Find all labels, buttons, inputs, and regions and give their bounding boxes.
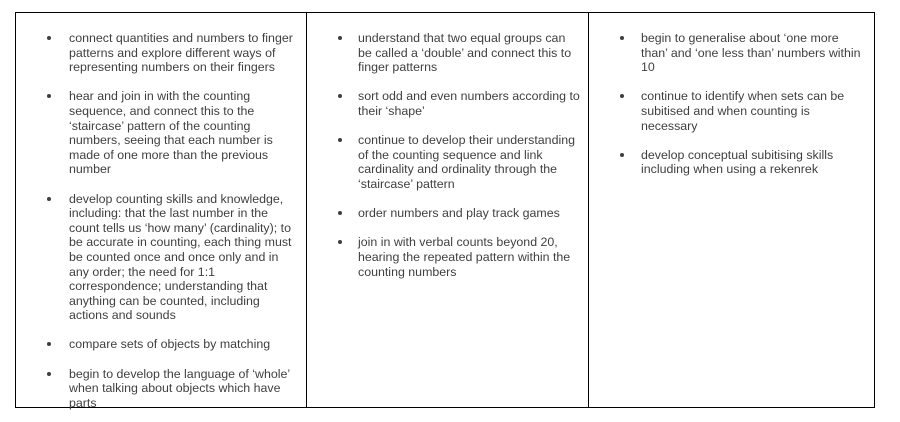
list-item (589, 31, 874, 75)
list-item (16, 192, 306, 323)
list-item (16, 367, 306, 411)
bullet-list (589, 31, 874, 177)
bullet-icon (47, 372, 51, 376)
list-item (589, 89, 874, 133)
table-column-3 (589, 13, 874, 407)
bullet-icon (47, 197, 51, 201)
list-item (16, 337, 306, 352)
bullet-icon (47, 342, 51, 346)
bullet-icon (338, 240, 342, 244)
curriculum-table (15, 12, 875, 408)
bullet-icon (620, 153, 624, 157)
list-item-text: begin to develop the language of ‘whole’ when talking about objects which have parts (69, 366, 290, 410)
table-column-1 (16, 13, 307, 410)
table-column-2 (307, 13, 589, 407)
list-item (307, 133, 588, 191)
bullet-icon (338, 94, 342, 98)
list-item-text: join in with verbal counts beyond 20, hearing the repeated pattern within the counting numbers (358, 235, 571, 279)
list-item-text: continue to identify when sets can be subitised and when counting is necessary (641, 89, 845, 133)
list-item (307, 31, 588, 75)
bullet-icon (338, 36, 342, 40)
bullet-list (16, 31, 306, 410)
list-item (16, 31, 306, 75)
list-item (589, 148, 874, 177)
bullet-icon (620, 94, 624, 98)
bullet-icon (47, 36, 51, 40)
list-item (307, 206, 588, 221)
bullet-icon (620, 36, 624, 40)
list-item-text: begin to generalise about ‘one more than’ and ‘one less than’ numbers within 10 (641, 31, 861, 75)
list-item-text: order numbers and play track games (358, 206, 560, 221)
list-item-text: understand that two equal groups can be called a ‘double’ and connect this to finger patterns (358, 31, 572, 75)
list-item-text: continue to develop their understanding of the counting sequence and link cardinality and ordinality through the ‘staircase’ pattern (358, 133, 575, 191)
list-item (307, 89, 588, 118)
list-item-text: develop counting skills and knowledge, including: that the last number in the count tells us ‘how many’ (cardinality); to be accurate in counting, each thing must be counted once and once only and in any order; the need for 1:1 correspondence; understanding that anything can be counted, including actions and sounds (69, 191, 292, 323)
bullet-icon (47, 94, 51, 98)
bullet-icon (338, 211, 342, 215)
list-item (16, 89, 306, 177)
list-item (307, 235, 588, 279)
list-item-text: hear and join in with the counting sequence, and connect this to the ‘staircase’ pattern of the counting numbers, seeing that each number is made of one more than the previous number (69, 89, 273, 177)
bullet-icon (338, 138, 342, 142)
bullet-list (307, 31, 588, 279)
list-item-text: compare sets of objects by matching (69, 337, 271, 352)
list-item-text: sort odd and even numbers according to their ‘shape’ (358, 89, 580, 118)
list-item-text: connect quantities and numbers to finger patterns and explore different ways of representing numbers on their fingers (69, 31, 293, 75)
list-item-text: develop conceptual subitising skills including when using a rekenrek (641, 147, 834, 177)
